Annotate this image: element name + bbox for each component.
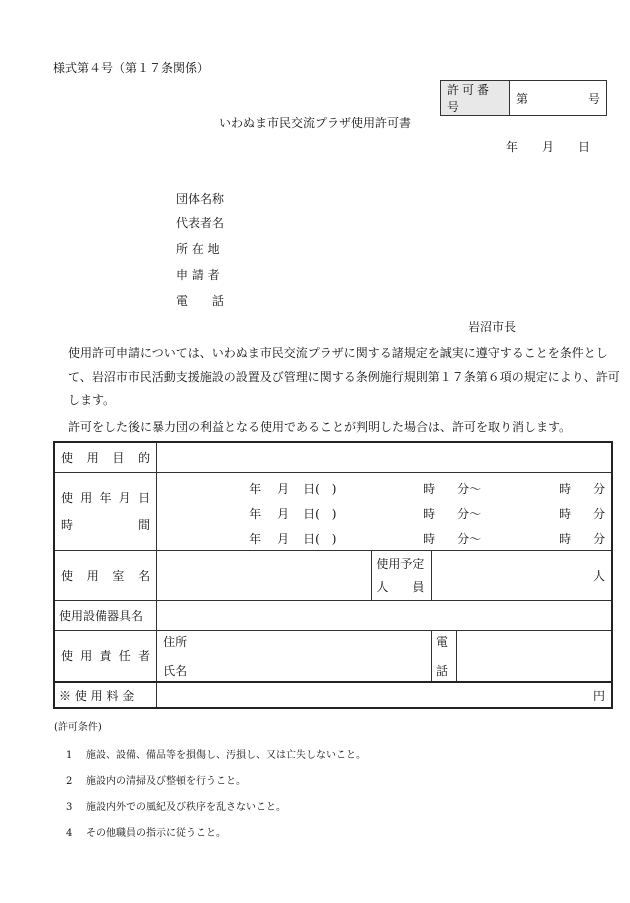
label-char: 使 bbox=[61, 649, 74, 664]
schedule-h1: 時 bbox=[423, 531, 436, 546]
room-label bbox=[54, 550, 157, 600]
label-char: 名 bbox=[138, 568, 151, 583]
applicant-label: 申 請 者 bbox=[176, 268, 220, 282]
label-char: 月 bbox=[118, 491, 131, 505]
label-char: 責 bbox=[99, 649, 112, 664]
table-row-room bbox=[54, 550, 612, 600]
phone-value[interactable] bbox=[457, 630, 612, 682]
label-char: 用 bbox=[80, 491, 93, 505]
label-char: 用 bbox=[80, 649, 93, 664]
condition-text: 施設、設備、備品等を損傷し、汚損し、又は亡失しないこと。 bbox=[86, 750, 366, 761]
table-row-datetime bbox=[54, 472, 612, 550]
date-day: 日 bbox=[578, 140, 591, 154]
permit-paragraph-1: 使用許可申請については、いわぬま市民交流プラザに関する諸規定を誠実に遵守することを条件として、岩沼市市民活動支援施設の設置及び管理に関する条例施行規則第１７条第６項の規定により、許可します。 bbox=[68, 346, 620, 407]
schedule-d: 日( ) bbox=[303, 506, 337, 521]
condition-number: 3 bbox=[66, 802, 73, 813]
people-value[interactable] bbox=[432, 550, 612, 600]
permit-number-suffix: 号 bbox=[587, 91, 600, 106]
people-label-line2: 人 員 bbox=[376, 580, 425, 594]
label-char: 使 bbox=[61, 450, 74, 465]
people-unit: 人 bbox=[592, 568, 605, 583]
schedule-y: 年 bbox=[249, 531, 262, 546]
date-month: 月 bbox=[542, 140, 555, 154]
schedule-m1: 分～ bbox=[457, 531, 482, 546]
permit-number-prefix: 第 bbox=[516, 91, 529, 106]
label-char: 用 bbox=[86, 568, 99, 583]
condition-item bbox=[66, 772, 246, 787]
schedule-m2: 分 bbox=[593, 506, 606, 521]
label-char: 的 bbox=[138, 450, 151, 465]
name-label: 氏名 bbox=[163, 663, 188, 678]
condition-number: 1 bbox=[66, 750, 73, 761]
schedule-y: 年 bbox=[249, 506, 262, 521]
schedule-h2: 時 bbox=[559, 531, 572, 546]
schedule-row[interactable] bbox=[157, 499, 611, 524]
schedule-m: 月 bbox=[277, 531, 290, 546]
equipment-value[interactable] bbox=[157, 600, 612, 630]
schedule-row[interactable] bbox=[157, 524, 611, 549]
responsible-address-name[interactable] bbox=[157, 630, 432, 682]
address-label: 住所 bbox=[163, 634, 188, 649]
purpose-label bbox=[54, 442, 157, 472]
people-label-line1: 使用予定 bbox=[376, 557, 425, 571]
condition-text: 施設内外での風紀及び秩序を乱さないこと。 bbox=[86, 802, 286, 813]
permit-number-box bbox=[440, 80, 607, 116]
schedule-d: 日( ) bbox=[303, 531, 337, 546]
room-value[interactable] bbox=[157, 550, 372, 600]
table-row-responsible bbox=[54, 630, 612, 682]
table-row-purpose bbox=[54, 442, 612, 472]
condition-item bbox=[66, 824, 226, 839]
condition-text: その他職員の指示に従うこと。 bbox=[86, 828, 226, 839]
label-char: 室 bbox=[112, 568, 125, 583]
usage-details-table bbox=[53, 441, 613, 709]
purpose-value[interactable] bbox=[157, 442, 612, 472]
datetime-value[interactable] bbox=[157, 472, 612, 550]
equipment-label: 使用設備器具名 bbox=[54, 600, 157, 630]
schedule-m1: 分～ bbox=[457, 506, 482, 521]
permit-number-value[interactable] bbox=[510, 81, 607, 116]
permit-number-label: 許可番号 bbox=[441, 81, 510, 116]
phone-label bbox=[432, 630, 457, 682]
label-char: 間 bbox=[138, 518, 151, 532]
label-char: 目 bbox=[112, 450, 125, 465]
document-title: いわぬま市民交流プラザ使用許可書 bbox=[218, 116, 411, 130]
label-char: 時 bbox=[61, 518, 74, 532]
fee-unit: 円 bbox=[592, 688, 605, 703]
conditions-title: (許可条件) bbox=[54, 722, 102, 733]
permit-paragraph-2: 許可をした後に暴力団の利益となる使用であることが判明した場合は、許可を取り消します。 bbox=[68, 420, 572, 434]
fee-label: ※ 使 用 料 金 bbox=[54, 682, 157, 708]
schedule-h1: 時 bbox=[423, 481, 436, 496]
datetime-label bbox=[54, 472, 157, 550]
condition-text: 施設内の清掃及び整頓を行うこと。 bbox=[86, 776, 246, 787]
schedule-m: 月 bbox=[277, 481, 290, 496]
phone-label-line2: 話 bbox=[436, 663, 449, 678]
label-char: 用 bbox=[86, 450, 99, 465]
issuer-mayor: 岩沼市長 bbox=[468, 320, 517, 334]
applicant-address-label: 所 在 地 bbox=[176, 242, 220, 256]
fee-value[interactable] bbox=[157, 682, 612, 708]
condition-number: 2 bbox=[66, 776, 73, 787]
applicant-phone-label: 電 話 bbox=[176, 294, 225, 308]
schedule-h2: 時 bbox=[559, 481, 572, 496]
phone-label-line1: 電 bbox=[436, 634, 449, 649]
schedule-h1: 時 bbox=[423, 506, 436, 521]
label-char: 使 bbox=[61, 491, 74, 505]
applicant-org-name-label: 団体名称 bbox=[176, 192, 225, 206]
people-label bbox=[372, 550, 432, 600]
schedule-m: 月 bbox=[277, 506, 290, 521]
label-char: 者 bbox=[138, 649, 151, 664]
schedule-m1: 分～ bbox=[457, 481, 482, 496]
table-row-equipment bbox=[54, 600, 612, 630]
label-char: 日 bbox=[138, 491, 151, 505]
issue-date[interactable] bbox=[506, 138, 590, 155]
condition-item bbox=[66, 746, 366, 761]
responsible-label bbox=[54, 630, 157, 682]
label-char: 使 bbox=[61, 568, 74, 583]
condition-item bbox=[66, 798, 286, 813]
form-number: 様式第４号（第１７条関係） bbox=[53, 61, 210, 75]
condition-number: 4 bbox=[66, 828, 73, 839]
schedule-row[interactable] bbox=[157, 474, 611, 499]
label-char: 任 bbox=[118, 649, 131, 664]
label-char: 年 bbox=[99, 491, 112, 505]
schedule-y: 年 bbox=[249, 481, 262, 496]
schedule-m2: 分 bbox=[593, 531, 606, 546]
schedule-d: 日( ) bbox=[303, 481, 337, 496]
date-year: 年 bbox=[506, 140, 519, 154]
schedule-h2: 時 bbox=[559, 506, 572, 521]
applicant-representative-label: 代表者名 bbox=[176, 216, 225, 230]
schedule-m2: 分 bbox=[593, 481, 606, 496]
table-row-fee bbox=[54, 682, 612, 708]
